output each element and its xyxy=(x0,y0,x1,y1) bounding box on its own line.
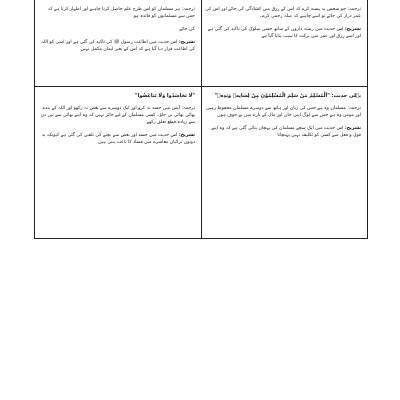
cell-top-right xyxy=(205,6,361,46)
explanation-text: اس حدیث میں ایک سچے مسلمان کی پہچان بتائی گئی ہے کہ وہ اپنے قول و فعل سے کسی کو تکلیف نہیں پہنچاتا xyxy=(211,126,361,138)
content-table xyxy=(34,0,368,239)
translation-text: ترجمہ: ہر مسلمان کو اس طرح علم حاصل کرنا چاہیے اور اظہار کرتا ہے کہ جس سے مسلمانوں کو فائدہ ہو xyxy=(47,7,195,19)
cell-bottom-left xyxy=(39,93,195,152)
cell-bottom-right xyxy=(205,93,361,145)
explanation-paragraph xyxy=(39,39,195,53)
explanation-text: اس حدیث میں رشتہ داروں کے ساتھ حسن سلوک کی تاکید کی گئی ہے اور اسے رزق اور عمر میں برکت کا سبب بتایا گیا ہے xyxy=(207,27,361,39)
explanation-paragraph xyxy=(205,125,361,139)
explanation-paragraph xyxy=(205,26,361,40)
translation-text: ترجمہ: آپس میں حسد نہ کرو اور ایک دوسرے سے بغض نہ رکھو اور اللہ کے بندے بھائی بھائی بن جاؤ۔ کسی مسلمان کے لیے جائز نہیں کہ وہ اپنے بھائی سے تین دن سے زیادہ قطع تعلق رکھے xyxy=(40,106,195,125)
explanation-text: اس حدیث میں اطاعت رسول ﷺ کی تاکید کی گئی ہے اور اسی کو اللہ کی اطاعت قرار دیا گیا ہے کہ اس کے بغیر ایمان مکمل نہیں xyxy=(41,40,195,52)
explanation-text: اس حدیث میں حسد اور بغض سے بچنے کی تلقین کی گئی ہے کیونکہ یہ دونوں برائیاں معاشرے میں فساد کا باعث بنتی ہیں xyxy=(41,133,195,145)
translation-text: ترجمہ: مسلمان وہ ہے جس کی زبان اور ہاتھ سے دوسرے مسلمان محفوظ رہیں اور مومن وہ ہے جس سے لوگ اپنی جان اور مال کے بارے میں بے خوف ہوں xyxy=(206,106,361,118)
explanation-label: تشریح: xyxy=(178,40,195,45)
cell-top-left xyxy=(39,6,195,59)
translation-text-end: کی جائے xyxy=(179,27,195,32)
hadith-arabic-text: "لَا تَحَاسَدُوا وَلَا تَبَاغَضُوا" xyxy=(135,93,195,99)
hadith-arabic-text: "اَلْمُسْلِمُ مَنْ سَلِمَ الْمُسْلِمُوْنَ مِنْ لِسَانِهٖ وَيَدِهٖ" xyxy=(214,93,330,99)
translation-text: ترجمہ: جو شخص یہ پسند کرے کہ اس کے رزق میں کشادگی کی جائے اور اس کی عمر دراز کی جائے تو اسے چاہیے کہ صلہ رحمی کرے۔ xyxy=(205,7,361,19)
explanation-label: تشریح: xyxy=(178,133,195,138)
explanation-label: تشریح: xyxy=(344,27,361,32)
explanation-label: تشریح: xyxy=(344,126,361,131)
hadith-number-label: پہلی حدیث: xyxy=(331,93,361,99)
explanation-paragraph xyxy=(39,132,195,146)
hadith-heading xyxy=(205,93,361,100)
table-column-divider xyxy=(201,0,202,238)
